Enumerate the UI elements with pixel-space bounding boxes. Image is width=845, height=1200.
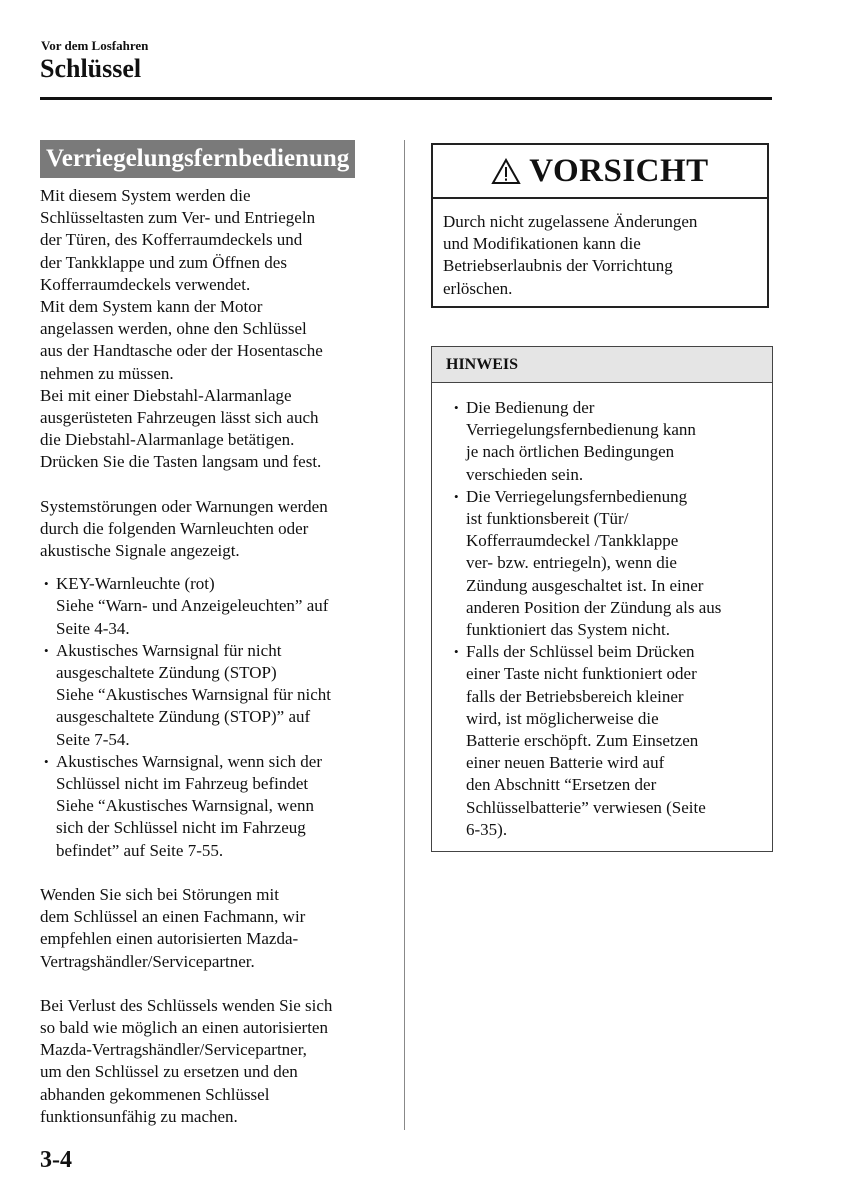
text-line: • Akustisches Warnsignal, wenn sich der (56, 751, 323, 771)
warning-list (40, 573, 385, 862)
text-line: empfehlen einen autorisierten Mazda- (40, 929, 299, 949)
text-line: • KEY-Warnleuchte (rot) (56, 574, 215, 594)
text-line: Zündung ausgeschaltet ist. In einer (466, 575, 704, 595)
text-line: um den Schlüssel zu ersetzen und den (40, 1062, 298, 1082)
text-line: so bald wie möglich an einen autorisierten (40, 1017, 328, 1037)
text-line: Betriebserlaubnis der Vorrichtung (443, 256, 673, 276)
text-line: Schlüssel nicht im Fahrzeug befindet (56, 774, 309, 794)
caution-title: VORSICHT (529, 152, 709, 189)
text-line: Verriegelungsfernbedienung kann (466, 420, 696, 440)
text-line: Schlüsseltasten zum Ver- und Entriegeln (40, 208, 316, 228)
text-line: Schlüsselbatterie” verwiesen (Seite (466, 797, 706, 817)
text-line: wird, ist möglicherweise die (466, 708, 659, 728)
list-item (450, 641, 762, 841)
warning-triangle-icon (491, 158, 521, 185)
text-line: der Türen, des Kofferraumdeckels und (40, 230, 303, 250)
text-line: die Diebstahl-Alarmanlage betätigen. (40, 430, 295, 450)
caution-header (433, 145, 767, 199)
cross-reference: sich der Schlüssel nicht im Fahrzeug (56, 818, 306, 838)
text-line: je nach örtlichen Bedingungen (466, 442, 675, 462)
cross-reference: Seite 4-34. (56, 618, 130, 638)
cross-reference: Siehe “Akustisches Warnsignal für nicht (56, 685, 331, 705)
text-line: durch die folgenden Warnleuchten oder (40, 518, 309, 538)
cross-reference: Siehe “Warn- und Anzeigeleuchten” auf (56, 596, 329, 616)
page-number: 3-4 (40, 1147, 72, 1173)
text-line: ver- bzw. entriegeln), wenn die (466, 553, 677, 573)
caution-body (433, 199, 767, 300)
text-line: Mit dem System kann der Motor (40, 297, 263, 317)
text-line: ist funktionsbereit (Tür/ (466, 509, 629, 529)
text-line: 6-35). (466, 819, 508, 839)
list-item (40, 640, 385, 751)
text-line: • Die Verriegelungsfernbedienung (466, 486, 688, 506)
list-item (40, 573, 385, 640)
text-line: verschieden sein. (466, 464, 584, 484)
text-line: Vertragshändler/Servicepartner. (40, 951, 255, 971)
cross-reference: befindet” auf Seite 7-55. (56, 840, 224, 860)
dealer-paragraph (40, 884, 385, 973)
note-title: HINWEIS (432, 347, 772, 383)
caution-box (431, 143, 769, 308)
text-line: Wenden Sie sich bei Störungen mit (40, 884, 279, 904)
text-line: Kofferraumdeckel /Tankklappe (466, 531, 679, 551)
cross-reference: Seite 7-54. (56, 729, 130, 749)
text-line: ausgerüsteten Fahrzeugen lässt sich auch (40, 408, 319, 428)
note-body (432, 383, 772, 841)
left-column (40, 140, 385, 1128)
text-line: falls der Betriebsbereich kleiner (466, 686, 684, 706)
page-title: Schlüssel (40, 54, 142, 83)
text-line: Kofferraumdeckels verwendet. (40, 274, 251, 294)
text-line: Bei Verlust des Schlüssels wenden Sie sich (40, 995, 333, 1015)
text-line: nehmen zu müssen. (40, 363, 174, 383)
text-line: erlöschen. (443, 278, 513, 298)
text-line: und Modifikationen kann die (443, 234, 641, 254)
system-paragraph (40, 496, 385, 563)
header-rule (40, 97, 772, 100)
text-line: einer neuen Batterie wird auf (466, 753, 665, 773)
text-line: der Tankklappe und zum Öffnen des (40, 252, 287, 272)
loss-paragraph (40, 995, 385, 1128)
list-item (40, 751, 385, 862)
text-line: Mazda-Vertragshändler/Servicepartner, (40, 1040, 307, 1060)
text-line: Systemstörungen oder Warnungen werden (40, 496, 328, 516)
note-box (431, 346, 773, 852)
text-line: • Die Bedienung der (466, 398, 595, 417)
note-list (450, 397, 762, 841)
text-line: Batterie erschöpft. Zum Einsetzen (466, 731, 699, 751)
cross-reference: Siehe “Akustisches Warnsignal, wenn (56, 796, 314, 816)
text-line: Drücken Sie die Tasten langsam und fest. (40, 452, 322, 472)
text-line: funktionsunfähig zu machen. (40, 1106, 238, 1126)
list-item (450, 397, 762, 486)
text-line: akustische Signale angezeigt. (40, 541, 240, 561)
running-header: Vor dem Losfahren (41, 38, 149, 53)
column-divider (404, 140, 405, 1130)
text-line: den Abschnitt “Ersetzen der (466, 775, 657, 795)
list-item (450, 486, 762, 641)
text-line: einer Taste nicht funktioniert oder (466, 664, 697, 684)
section-heading: Verriegelungsfernbedienung (40, 140, 355, 178)
text-line: funktioniert das System nicht. (466, 620, 670, 640)
text-line: abhanden gekommenen Schlüssel (40, 1084, 270, 1104)
text-line: Durch nicht zugelassene Änderungen (443, 212, 698, 231)
cross-reference: ausgeschaltete Zündung (STOP)” auf (56, 707, 311, 727)
text-line: dem Schlüssel an einen Fachmann, wir (40, 907, 306, 927)
text-line: Bei mit einer Diebstahl-Alarmanlage (40, 385, 292, 405)
text-line: aus der Handtasche oder der Hosentasche (40, 341, 323, 361)
intro-paragraph (40, 185, 385, 474)
text-line: ausgeschaltete Zündung (STOP) (56, 663, 277, 683)
text-line: angelassen werden, ohne den Schlüssel (40, 319, 307, 339)
text-line: Mit diesem System werden die (40, 186, 251, 205)
text-line: • Falls der Schlüssel beim Drücken (466, 642, 695, 662)
text-line: • Akustisches Warnsignal für nicht (56, 640, 282, 660)
text-line: anderen Position der Zündung als aus (466, 597, 722, 617)
